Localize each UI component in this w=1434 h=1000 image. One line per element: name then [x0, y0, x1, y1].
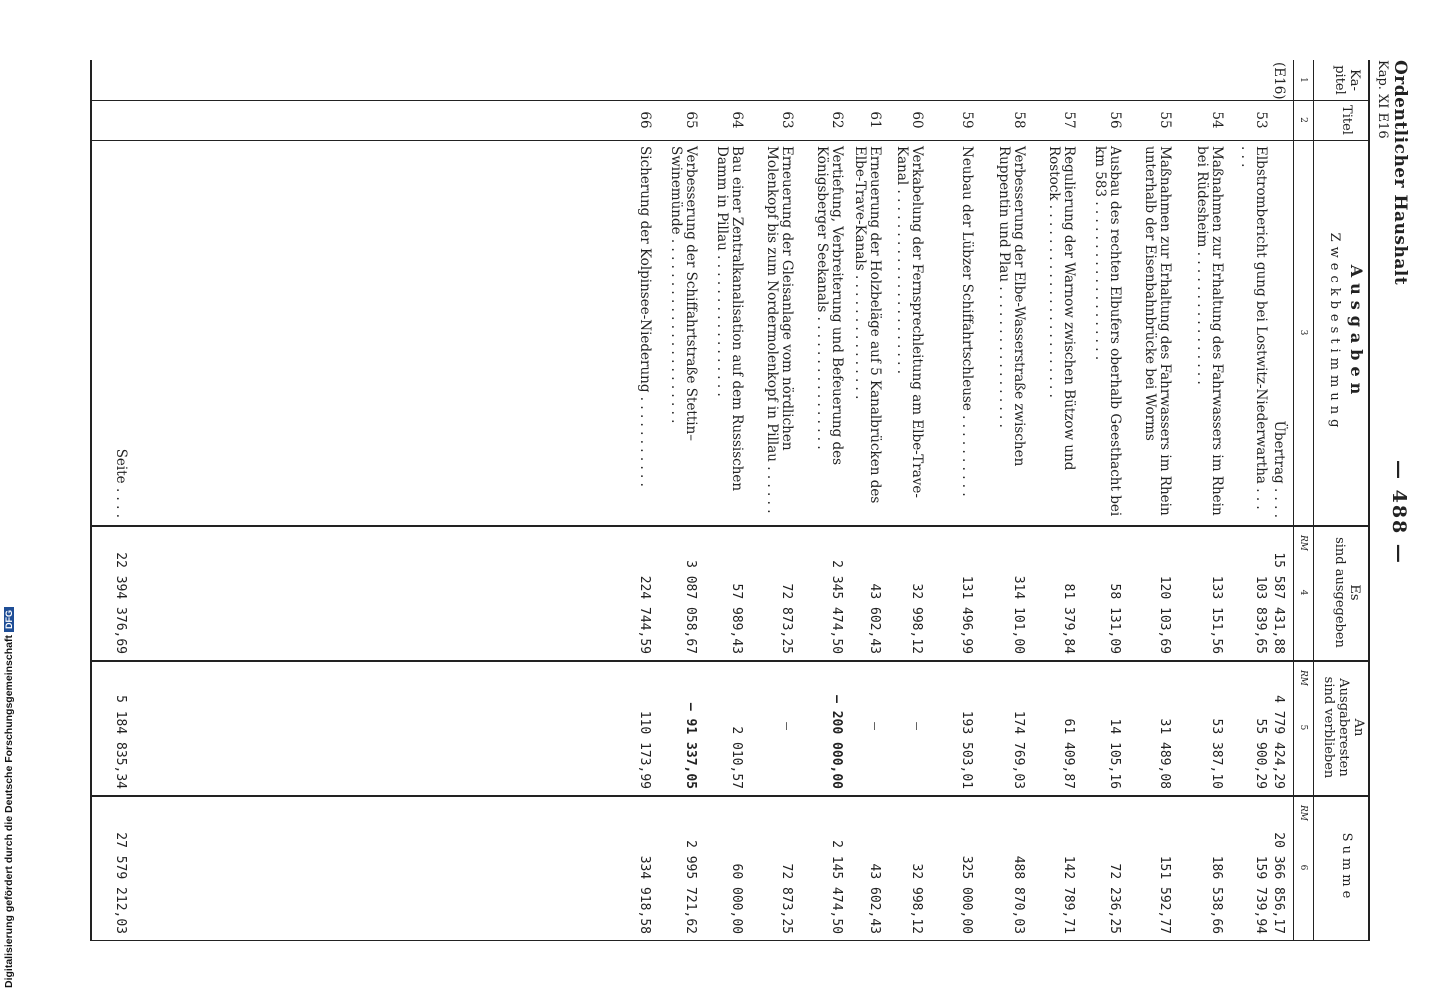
row-titel: 66	[637, 111, 653, 129]
unit-rm-4: RM	[1298, 535, 1308, 551]
col-ausgaben-header: Ausgaben	[1347, 264, 1366, 401]
row-purpose: Verkabelung der Fernsprechleitung am Elbe-Trave-Kanal . . . . . . . . . . . . . . . . . . . . . .	[894, 146, 925, 498]
unit-rm-6: RM	[1298, 805, 1308, 821]
row-reste: 4 779 424,29	[1271, 695, 1286, 789]
row-purpose: Verbesserung der Elbe-Wasserstraße zwischen Ruppentin und Plau . . . . . . . . . . . . . . . . .	[996, 146, 1027, 467]
row-reste: — 91 337,05	[683, 702, 698, 789]
credit-text: Digitalisierung gefördert durch die Deutsche Forschungsgemeinschaft	[3, 635, 15, 988]
col-zweck-header: Zweckbestimmung	[1327, 232, 1342, 433]
row-purpose: Neubau der Lübzer Schiffahrtschleuse . . . . . . . . . .	[959, 146, 975, 497]
row-ausgegeben: 120 103,69	[1157, 575, 1172, 654]
row-ausgegeben: 72 873,25	[779, 583, 794, 654]
row-reste: 14 105,16	[1107, 718, 1122, 789]
row-titel: 57	[1061, 111, 1077, 129]
row-reste: —	[867, 722, 882, 730]
row-reste: — 200 000,00	[829, 695, 844, 789]
col-number-3: 3	[1298, 329, 1308, 336]
row-titel: 64	[729, 111, 745, 129]
row-purpose: Maßnahmen zur Erhaltung des Fahrwassers im Rhein bei Rüdesheim . . . . . . . . . . . . . . . .	[1194, 146, 1225, 516]
col-ausgegeben-header: Es sind ausgegeben	[1332, 537, 1362, 648]
row-ausgegeben: 2 345 474,50	[829, 560, 844, 654]
row-summe: 72 236,25	[1107, 863, 1122, 934]
row-reste: 61 409,87	[1061, 718, 1076, 789]
row-reste: 174 769,03	[1011, 710, 1026, 789]
row-ausgegeben: 22 394 376,69	[113, 552, 128, 654]
row-titel: 54	[1209, 111, 1225, 129]
row-summe: 32 998,12	[909, 863, 924, 934]
row-ausgegeben: 224 744,59	[637, 575, 652, 654]
row-purpose: Elbstrombericht gung bei Lostwitz-Niederwartha . . . . . .	[1238, 146, 1269, 510]
row-kapitel: (E16)	[1271, 62, 1287, 100]
row-summe: 2 145 474,50	[829, 840, 844, 934]
row-ausgegeben: 32 998,12	[909, 583, 924, 654]
row-titel: 58	[1011, 111, 1027, 129]
dfg-logo: DFG	[4, 607, 14, 632]
row-summe: 325 000,00	[959, 855, 974, 934]
row-titel: 56	[1107, 111, 1123, 129]
row-reste: 31 489,08	[1157, 718, 1172, 789]
row-titel: 60	[909, 111, 925, 129]
row-purpose: Bau einer Zentralkanalisation auf dem Russischen Damm in Pillau . . . . . . . . . . . . . . . . .	[714, 146, 745, 492]
row-summe: 20 366 856,17	[1271, 832, 1286, 934]
col-number-5: 5	[1298, 724, 1308, 731]
row-titel: 62	[829, 111, 845, 129]
row-reste: —	[909, 722, 924, 730]
header-chapter: Kap. XI E16	[1375, 60, 1390, 139]
row-reste: 55 900,29	[1253, 718, 1268, 789]
row-purpose: Vertiefung, Verbreiterung und Befeuerung des Königsberger Seekanals . . . . . . . . . . . . . . . .	[814, 146, 845, 466]
row-ausgegeben: 131 496,99	[959, 575, 974, 654]
row-ausgegeben: 57 989,43	[729, 583, 744, 654]
digitization-credit	[0, 0, 26, 1000]
col-reste-header: An Ausgaberesten sind verblieben	[1321, 676, 1366, 779]
row-ausgegeben: 133 151,56	[1209, 575, 1224, 654]
row-summe: 27 579 212,03	[113, 832, 128, 934]
row-reste: 193 503,01	[959, 710, 974, 789]
running-header	[1376, 60, 1410, 940]
row-summe: 488 870,03	[1011, 855, 1026, 934]
row-purpose: Verbesserung der Schiffahrtstraße Stettin–Swinemünde . . . . . . . . . . . . . . . . . . . . . .	[668, 146, 699, 442]
row-reste: 5 184 835,34	[113, 695, 128, 789]
row-summe: 60 000,00	[729, 863, 744, 934]
col-summe-header: Summe	[1339, 832, 1354, 903]
row-ausgegeben: 103 839,65	[1253, 575, 1268, 654]
col-number-2: 2	[1298, 117, 1308, 123]
row-ausgegeben: 15 587 431,88	[1271, 552, 1286, 654]
row-titel: 65	[683, 111, 699, 129]
row-titel: 63	[779, 111, 795, 129]
row-purpose: Seite . . . .	[113, 448, 129, 518]
header-title: Ordentlicher Haushalt	[1390, 60, 1410, 286]
row-summe: 186 538,66	[1209, 855, 1224, 934]
row-purpose: Regulierung der Warnow zwischen Bützow und Rostock . . . . . . . . . . . . . . . . . . . . . . .	[1046, 146, 1077, 471]
row-reste: —	[779, 722, 794, 730]
row-ausgegeben: 81 379,84	[1061, 583, 1076, 654]
row-summe: 334 918,58	[637, 855, 652, 934]
row-summe: 142 789,71	[1061, 855, 1076, 934]
row-summe: 43 602,43	[867, 863, 882, 934]
row-purpose: Übertrag . . . .	[1271, 420, 1287, 518]
row-reste: 53 387,10	[1209, 718, 1224, 789]
col-number-6: 6	[1298, 864, 1308, 871]
unit-rm-5: RM	[1298, 670, 1308, 686]
col-kapitel-header: Ka- pitel	[1332, 65, 1362, 95]
row-summe: 159 739,94	[1253, 855, 1268, 934]
row-ausgegeben: 43 602,43	[867, 583, 882, 654]
row-summe: 151 592,77	[1157, 855, 1172, 934]
col-number-1: 1	[1298, 77, 1308, 83]
row-purpose: Sicherung der Kolpinsee-Niederung . . . . . . . . . . .	[637, 146, 653, 487]
row-summe: 72 873,25	[779, 863, 794, 934]
row-purpose: Maßnahmen zur Erhaltung des Fahrwassers im Rhein unterhalb der Eisenbahnbrücke bei Worms	[1142, 146, 1173, 516]
row-titel: 59	[959, 111, 975, 129]
row-purpose: Erneuerung der Holzbeläge auf 5 Kanalbrücken des Elbe-Trave-Kanals . . . . . . . . . . . . . . .	[852, 146, 883, 504]
col-number-4: 4	[1298, 589, 1308, 596]
row-reste: 2 010,57	[729, 726, 744, 789]
row-titel: 53	[1253, 111, 1269, 129]
row-ausgegeben: 58 131,09	[1107, 583, 1122, 654]
row-ausgegeben: 3 087 058,67	[683, 560, 698, 654]
row-summe: 2 995 721,62	[683, 840, 698, 934]
row-reste: 110 173,99	[637, 710, 652, 789]
row-titel: 61	[867, 111, 883, 129]
col-titel-header: Titel	[1339, 105, 1354, 135]
rotated-page	[34, 0, 1434, 1000]
row-titel: 55	[1157, 111, 1173, 129]
page-number: — 488 —	[1388, 460, 1410, 565]
row-purpose: Erneuerung der Gleisanlage vom nördlichen Molenkopf bis zum Nordermolenkopf in Pillau . . . . . .	[764, 146, 795, 514]
row-purpose: Ausbau des rechten Elbufers oberhalb Geesthacht bei km 583 . . . . . . . . . . . . . . . . . . .	[1092, 146, 1123, 517]
row-ausgegeben: 314 101,00	[1011, 575, 1026, 654]
